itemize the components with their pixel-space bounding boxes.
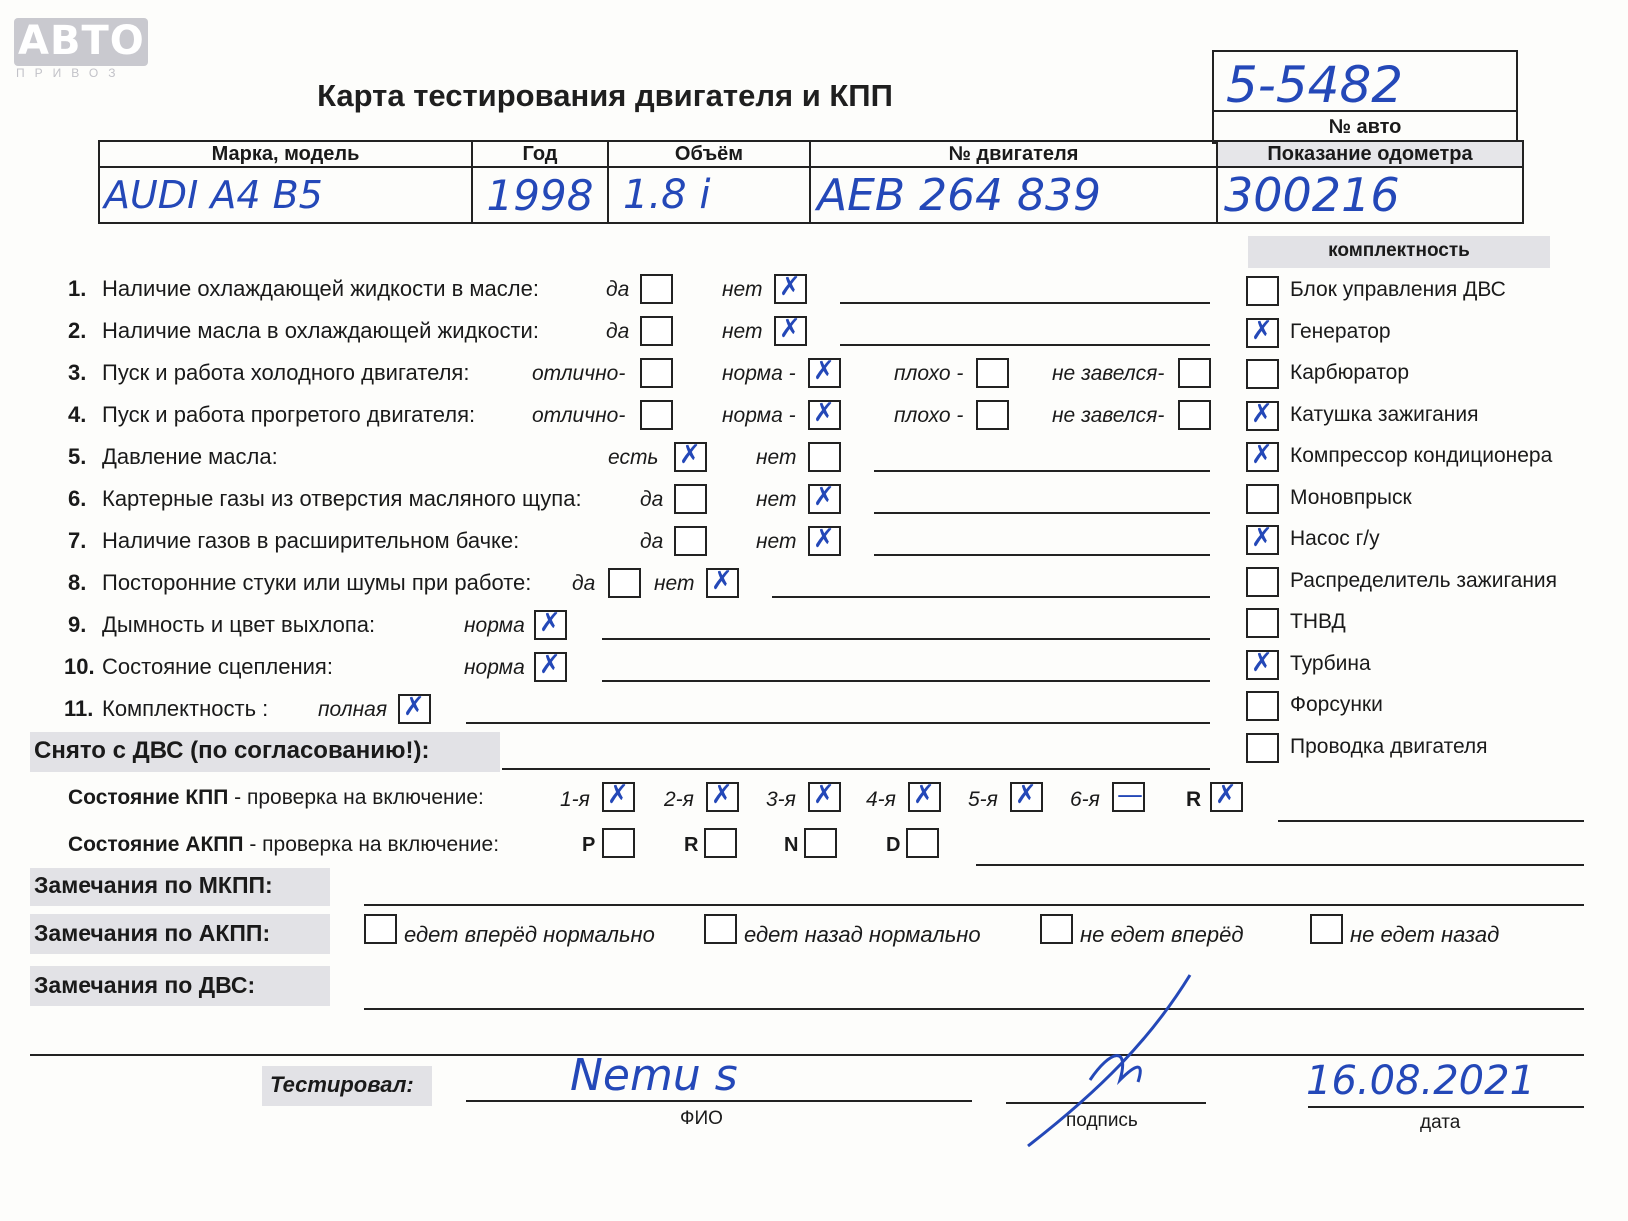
akpp-remark-label: едет назад нормально — [744, 922, 981, 947]
sign-label: подпись — [1066, 1110, 1138, 1131]
completeness-checkbox[interactable] — [1246, 442, 1279, 472]
completeness-item-label: Моновпрыск — [1290, 485, 1412, 509]
test-number: 10. — [64, 654, 95, 679]
test-label: Давление масла: — [102, 444, 278, 469]
completeness-checkbox[interactable] — [1246, 398, 1279, 431]
date-line — [1308, 1106, 1584, 1108]
tester-name: Nemu s — [570, 1050, 738, 1101]
remarks-dvs-line — [364, 1008, 1584, 1010]
test-option-checkbox-mark: ✗ — [813, 524, 835, 554]
kpp-gear-checkbox[interactable] — [1112, 782, 1145, 812]
test-label: Дымность и цвет выхлопа: — [102, 612, 376, 637]
test-option-checkbox[interactable] — [534, 652, 567, 682]
test-option-checkbox[interactable] — [640, 358, 673, 388]
kpp-label-rest: - проверка на включение: — [228, 786, 484, 809]
volume-value: 1.8 i — [608, 167, 810, 223]
kpp-gear-label: 1-я — [560, 788, 590, 811]
car-number-box — [1212, 50, 1518, 144]
remarks-akpp-label: Замечания по АКПП: — [34, 920, 271, 946]
test-option-checkbox[interactable] — [976, 400, 1009, 430]
test-option-label: не завелся- — [1052, 404, 1165, 427]
test-note-line — [772, 596, 1210, 598]
completeness-checkbox[interactable] — [1246, 359, 1279, 389]
kpp-gear-checkbox-mark: ✗ — [913, 780, 935, 810]
test-option-checkbox-mark: ✗ — [813, 356, 835, 386]
akpp-gear-checkbox[interactable] — [704, 828, 737, 858]
test-label: Наличие масла в охлаждающей жидкости: — [102, 318, 539, 343]
completeness-checkbox[interactable] — [1246, 276, 1279, 306]
kpp-gear-checkbox[interactable] — [1210, 782, 1243, 812]
test-option-label: отлично- — [532, 404, 626, 427]
date-label: дата — [1420, 1112, 1461, 1133]
test-option-label: нет — [756, 488, 797, 511]
akpp-remark-label: едет вперёд нормально — [404, 922, 655, 947]
completeness-item-label: Турбина — [1290, 651, 1371, 675]
completeness-item-label: Насос г/у — [1290, 527, 1380, 550]
test-option-checkbox[interactable] — [608, 568, 641, 598]
test-label: Картерные газы из отверстия масляного щупа: — [102, 486, 582, 511]
test-option-checkbox[interactable] — [706, 568, 739, 598]
date-value: 16.08.2021 — [1306, 1058, 1536, 1104]
completeness-checkbox[interactable] — [1246, 315, 1279, 348]
test-number: 3. — [68, 360, 87, 385]
make-label: Марка, модель — [99, 141, 472, 167]
test-option-checkbox-mark: ✗ — [539, 650, 561, 680]
make-value: AUDI A4 B5 — [99, 167, 472, 223]
test-number: 2. — [68, 318, 87, 343]
kpp-gear-checkbox[interactable] — [1010, 782, 1043, 812]
test-number: 6. — [68, 486, 87, 511]
kpp-gear-checkbox[interactable] — [808, 782, 841, 812]
completeness-checkbox[interactable] — [1246, 484, 1279, 514]
fio-label: ФИО — [680, 1108, 723, 1129]
volume-label: Объём — [608, 141, 810, 167]
test-option-label: нет — [722, 278, 763, 301]
akpp-gear-label: R — [684, 834, 699, 856]
akpp-gear-label: P — [582, 834, 596, 856]
test-label: Пуск и работа холодного двигателя: — [102, 360, 470, 385]
test-number: 1. — [68, 276, 87, 301]
test-option-checkbox[interactable] — [774, 274, 807, 304]
completeness-item-label: Карбюратор — [1290, 361, 1410, 384]
test-label: Комплектность : — [102, 696, 269, 721]
test-option-label: плохо - — [894, 404, 964, 427]
kpp-gear-checkbox[interactable] — [602, 782, 635, 812]
completeness-item-label: Форсунки — [1290, 693, 1383, 716]
akpp-label-rest: - проверка на включение: — [243, 833, 500, 856]
year-label: Год — [472, 141, 608, 167]
completeness-item-label: Распределитель зажигания — [1290, 568, 1558, 592]
test-option-checkbox[interactable] — [808, 484, 841, 514]
akpp-gear-checkbox[interactable] — [804, 828, 837, 858]
test-note-line — [602, 638, 1210, 640]
test-number: 5. — [68, 444, 87, 469]
test-label: Наличие охлаждающей жидкости в масле: — [102, 276, 539, 301]
akpp-remark-label: не едет назад — [1350, 922, 1500, 947]
test-option-label: полная — [318, 698, 388, 721]
car-number-value: 5-5482 — [1226, 56, 1404, 114]
test-option-label: да — [572, 572, 596, 595]
completeness-checkbox[interactable] — [1246, 608, 1279, 638]
test-note-line — [602, 680, 1210, 682]
test-option-label: норма — [464, 656, 525, 679]
kpp-label-bold: Состояние КПП — [68, 786, 229, 809]
test-label: Наличие газов в расширительном бачке: — [102, 528, 520, 553]
test-option-label: нет — [722, 320, 763, 343]
test-option-label: да — [640, 488, 664, 511]
completeness-item-label: Компрессор кондиционера — [1290, 444, 1553, 467]
test-option-checkbox[interactable] — [808, 526, 841, 556]
page-title: Карта тестирования двигателя и КПП — [317, 78, 893, 113]
test-option-checkbox[interactable] — [1178, 358, 1211, 388]
test-option-checkbox[interactable] — [640, 316, 673, 346]
test-option-label: нет — [756, 530, 797, 553]
test-option-label: норма - — [722, 404, 796, 427]
akpp-gear-label: D — [886, 834, 901, 856]
test-option-label: да — [606, 278, 630, 301]
test-option-checkbox[interactable] — [808, 442, 841, 472]
kpp-gear-checkbox-mark: ✗ — [1215, 780, 1237, 810]
test-option-checkbox[interactable] — [674, 484, 707, 514]
completeness-item-label: ТНВД — [1290, 610, 1346, 633]
vehicle-info-table — [98, 140, 1524, 224]
test-option-checkbox-mark: ✗ — [813, 482, 835, 512]
logo-subtext: ПРИВОЗ — [16, 66, 126, 80]
test-option-label: норма - — [722, 362, 796, 385]
test-option-label: не завелся- — [1052, 362, 1165, 385]
completeness-checkbox-mark: ✗ — [1251, 315, 1273, 346]
test-option-checkbox-mark: ✗ — [403, 692, 425, 722]
completeness-item-label: Генератор — [1290, 319, 1391, 343]
kpp-gear-label: 5-я — [968, 788, 998, 811]
kpp-gear-checkbox-mark: — — [1117, 780, 1143, 810]
akpp-label — [68, 833, 499, 857]
test-note-line — [874, 512, 1210, 514]
test-number: 4. — [68, 402, 87, 427]
test-number: 8. — [68, 570, 87, 595]
odometer-label: Показание одометра — [1217, 141, 1523, 167]
kpp-gear-label: 2-я — [664, 788, 694, 811]
completeness-checkbox-mark: ✗ — [1251, 440, 1273, 470]
kpp-gear-label: 3-я — [766, 788, 796, 811]
engine-number-label: № двигателя — [810, 141, 1217, 167]
tested-label: Тестировал: — [270, 1072, 414, 1097]
test-option-label: есть — [608, 446, 659, 469]
removed-label: Снято с ДВС (по согласованию!): — [34, 737, 430, 764]
akpp-remark-label: не едет вперёд — [1080, 922, 1244, 947]
test-label: Посторонние стуки или шумы при работе: — [102, 570, 532, 595]
test-label: Состояние сцепления: — [102, 654, 333, 679]
kpp-gear-label: 4-я — [866, 788, 896, 811]
kpp-gear-checkbox[interactable] — [706, 782, 739, 812]
removed-line — [502, 768, 1210, 770]
completeness-item-label: Катушка зажигания — [1290, 402, 1479, 426]
test-option-checkbox[interactable] — [674, 526, 707, 556]
akpp-gear-label: N — [784, 834, 799, 856]
signature — [1020, 970, 1220, 1150]
test-option-label: плохо - — [894, 362, 964, 385]
akpp-remark-checkbox[interactable] — [1310, 914, 1343, 944]
test-option-checkbox[interactable] — [640, 400, 673, 430]
completeness-title: комплектность — [1328, 240, 1470, 261]
fio-line — [466, 1100, 972, 1102]
test-option-label: отлично- — [532, 362, 626, 385]
kpp-gear-checkbox[interactable] — [908, 782, 941, 812]
car-number-label: № авто — [1214, 110, 1516, 142]
kpp-line — [1278, 820, 1584, 822]
test-number: 7. — [68, 528, 87, 553]
test-option-checkbox-mark: ✗ — [779, 272, 801, 302]
remarks-dvs-line-2 — [30, 1054, 1584, 1056]
test-note-line — [874, 470, 1210, 472]
test-option-checkbox-mark: ✗ — [679, 440, 701, 470]
remarks-dvs-label: Замечания по ДВС: — [34, 972, 256, 998]
odometer-value: 300216 — [1217, 167, 1523, 223]
akpp-remark-checkbox[interactable] — [364, 914, 397, 944]
completeness-item-label: Блок управления ДВС — [1290, 278, 1506, 301]
completeness-checkbox[interactable] — [1246, 733, 1279, 763]
completeness-checkbox-mark: ✗ — [1251, 523, 1273, 553]
test-number: 11. — [64, 696, 94, 721]
test-note-line — [840, 344, 1210, 346]
test-option-label: да — [606, 320, 630, 343]
kpp-label — [68, 786, 484, 810]
test-option-label: норма — [464, 614, 525, 637]
test-option-label: нет — [756, 446, 797, 469]
test-option-checkbox[interactable] — [640, 274, 673, 304]
test-option-checkbox[interactable] — [976, 358, 1009, 388]
completeness-checkbox[interactable] — [1246, 567, 1279, 597]
kpp-gear-checkbox-mark: ✗ — [607, 780, 629, 810]
test-label: Пуск и работа прогретого двигателя: — [102, 402, 476, 427]
test-option-checkbox[interactable] — [808, 358, 841, 388]
kpp-gear-label: 6-я — [1070, 788, 1100, 811]
test-option-checkbox-mark: ✗ — [813, 398, 835, 428]
test-option-label: да — [640, 530, 664, 553]
test-option-checkbox[interactable] — [398, 694, 431, 724]
kpp-gear-label: R — [1186, 788, 1202, 811]
test-option-checkbox-mark: ✗ — [779, 314, 801, 344]
akpp-label-bold: Состояние АКПП — [68, 833, 244, 856]
kpp-gear-checkbox-mark: ✗ — [813, 780, 835, 810]
test-note-line — [874, 554, 1210, 556]
test-option-checkbox-mark: ✗ — [539, 608, 561, 638]
test-note-line — [466, 722, 1210, 724]
test-option-checkbox[interactable] — [774, 316, 807, 346]
test-option-checkbox[interactable] — [674, 442, 707, 472]
year-value: 1998 — [472, 167, 608, 223]
akpp-gear-checkbox[interactable] — [602, 828, 635, 858]
akpp-remark-checkbox[interactable] — [704, 914, 737, 944]
completeness-checkbox-mark: ✗ — [1251, 647, 1273, 678]
akpp-line — [976, 864, 1584, 866]
kpp-gear-checkbox-mark: ✗ — [1015, 780, 1037, 810]
test-number: 9. — [68, 612, 87, 637]
test-note-line — [840, 302, 1210, 304]
akpp-gear-checkbox[interactable] — [906, 828, 939, 858]
remarks-mkpp-line — [364, 904, 1584, 906]
remarks-mkpp-label: Замечания по МКПП: — [34, 872, 273, 898]
test-option-checkbox-mark: ✗ — [711, 566, 733, 596]
completeness-checkbox[interactable] — [1246, 691, 1279, 721]
completeness-checkbox-mark: ✗ — [1251, 398, 1273, 429]
completeness-item-label: Проводка двигателя — [1290, 734, 1488, 758]
test-option-checkbox[interactable] — [534, 610, 567, 640]
test-option-label: нет — [654, 572, 695, 595]
test-option-checkbox[interactable] — [1178, 400, 1211, 430]
test-option-checkbox[interactable] — [808, 400, 841, 430]
completeness-checkbox[interactable] — [1246, 647, 1279, 680]
akpp-remark-checkbox[interactable] — [1040, 914, 1073, 944]
completeness-checkbox[interactable] — [1246, 525, 1279, 555]
logo-text: АВТО — [18, 18, 145, 64]
kpp-gear-checkbox-mark: ✗ — [711, 780, 733, 810]
engine-number-value: AEB 264 839 — [810, 167, 1217, 223]
